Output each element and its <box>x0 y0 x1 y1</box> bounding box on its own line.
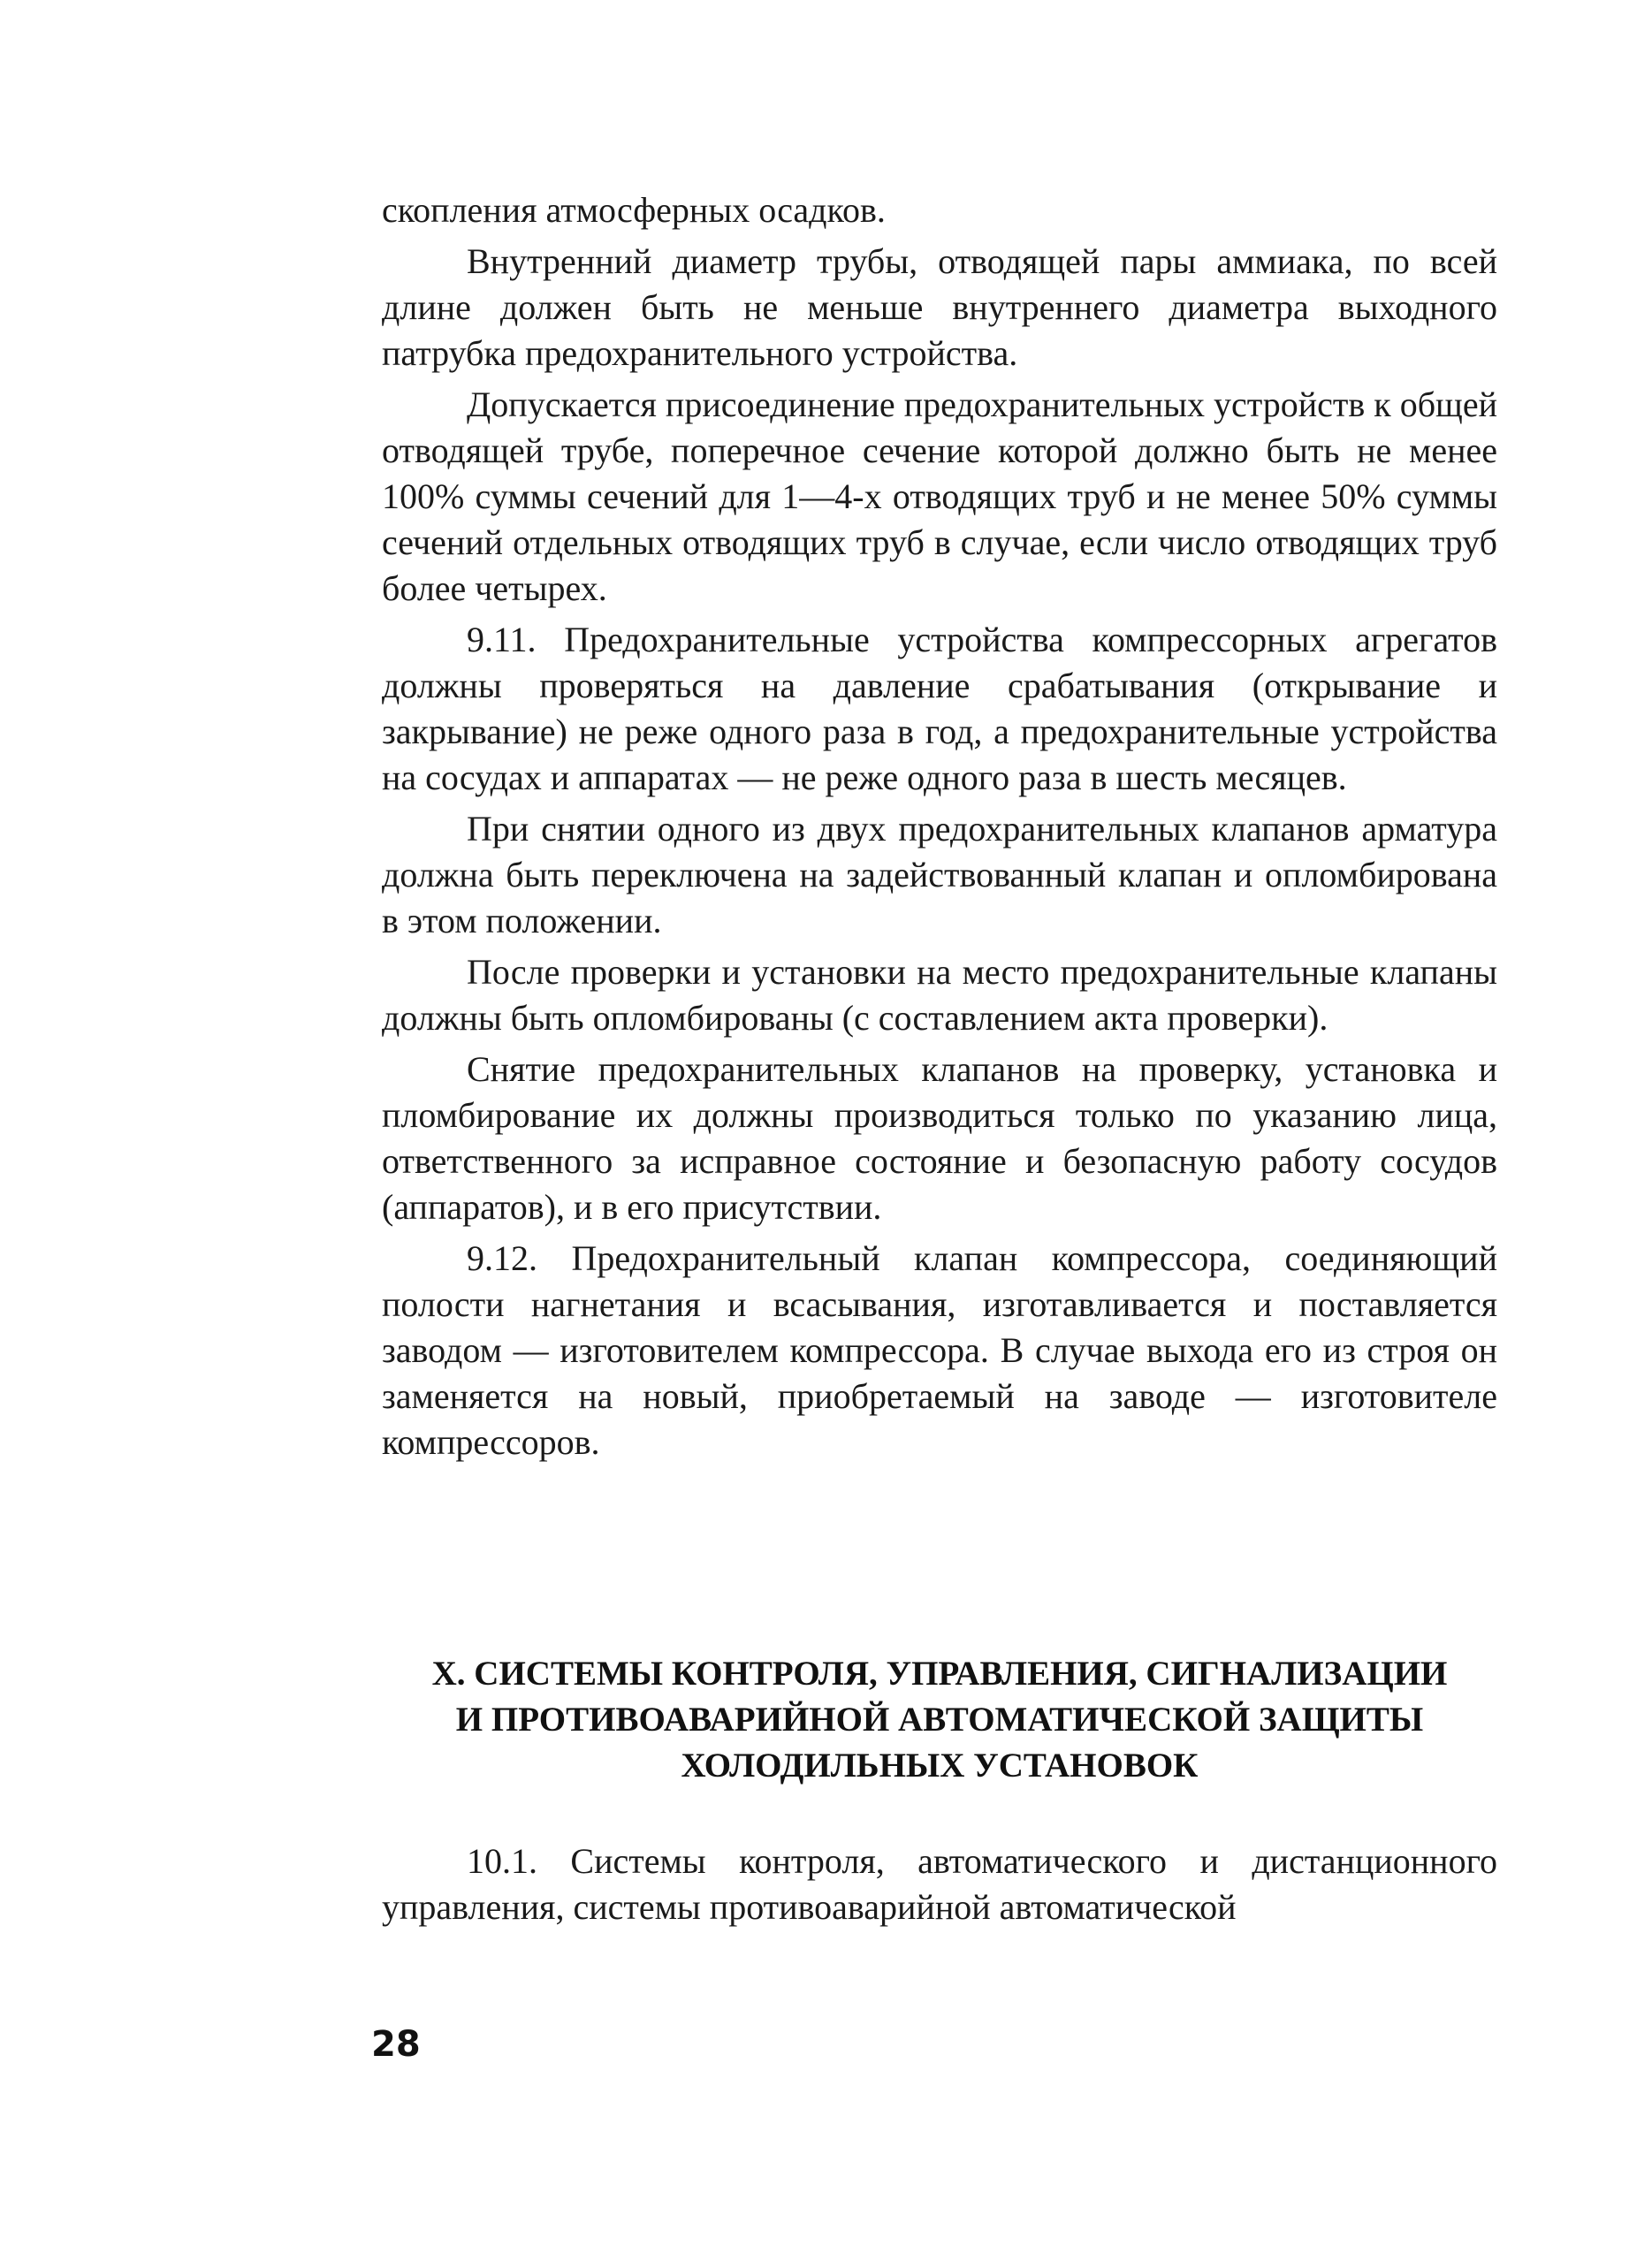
paragraph-10-1: 10.1. Системы контроля, автоматического и дистанционного управления, системы противоаварийной автоматической <box>382 1841 1497 1927</box>
paragraph-authorized-person: Снятие предохранительных клапанов на проверку, установка и пломбирование их должны производиться только по указанию лица, ответственного за исправное состояние и безопасную работу сосудов (аппаратов), и в его присутствии. <box>382 1049 1497 1227</box>
section-heading-line: X. СИСТЕМЫ КОНТРОЛЯ, УПРАВЛЕНИЯ, СИГНАЛИЗАЦИИ <box>431 1655 1448 1693</box>
section-heading <box>382 1651 1497 1789</box>
paragraph-pipe-diameter: Внутренний диаметр трубы, отводящей пары аммиака, по всей длине должен быть не меньше внутреннего диаметра выходного патрубка предохранительного устройства. <box>382 241 1497 373</box>
paragraph-9-11: 9.11. Предохранительные устройства компрессорных агрегатов должны проверяться на давление срабатывания (открывание и закрывание) не реже одного раза в год, а предохранительные устройства на сосудах и аппаратах — не реже одного раза в шесть месяцев. <box>382 620 1497 797</box>
paragraph-common-pipe: Допускается присоединение предохранительных устройств к общей отводящей трубе, поперечное сечение которой должно быть не менее 100% суммы сечений для 1—4-х отводящих труб и не менее 50% суммы сечений отдельных отводящих труб в случае, если число отводящих труб более четырех. <box>382 384 1497 608</box>
body-text <box>382 187 1497 1471</box>
paragraph-continuation: скопления атмосферных осадков. <box>382 190 886 230</box>
section-heading-line: И ПРОТИВОАВАРИЙНОЙ АВТОМАТИЧЕСКОЙ ЗАЩИТЫ <box>455 1701 1424 1739</box>
paragraph-9-12: 9.12. Предохранительный клапан компрессора, соединяющий полости нагнетания и всасывания, изготавливается и поставляется заводом — изготовителем компрессора. В случае выхода его из строя он заменяется на новый, приобретаемый на заводе — изготовителе компрессоров. <box>382 1238 1497 1462</box>
section-heading-line: ХОЛОДИЛЬНЫХ УСТАНОВОК <box>681 1747 1199 1785</box>
page-number: 28 <box>371 2024 421 2065</box>
section-body <box>382 1838 1497 1930</box>
paragraph-sealing: После проверки и установки на место предохранительные клапаны должны быть опломбированы (с составлением акта проверки). <box>382 952 1497 1038</box>
paragraph-valve-removal: При снятии одного из двух предохранительных клапанов арматура должна быть переключена на задействованный клапан и опломбирована в этом положении. <box>382 809 1497 940</box>
